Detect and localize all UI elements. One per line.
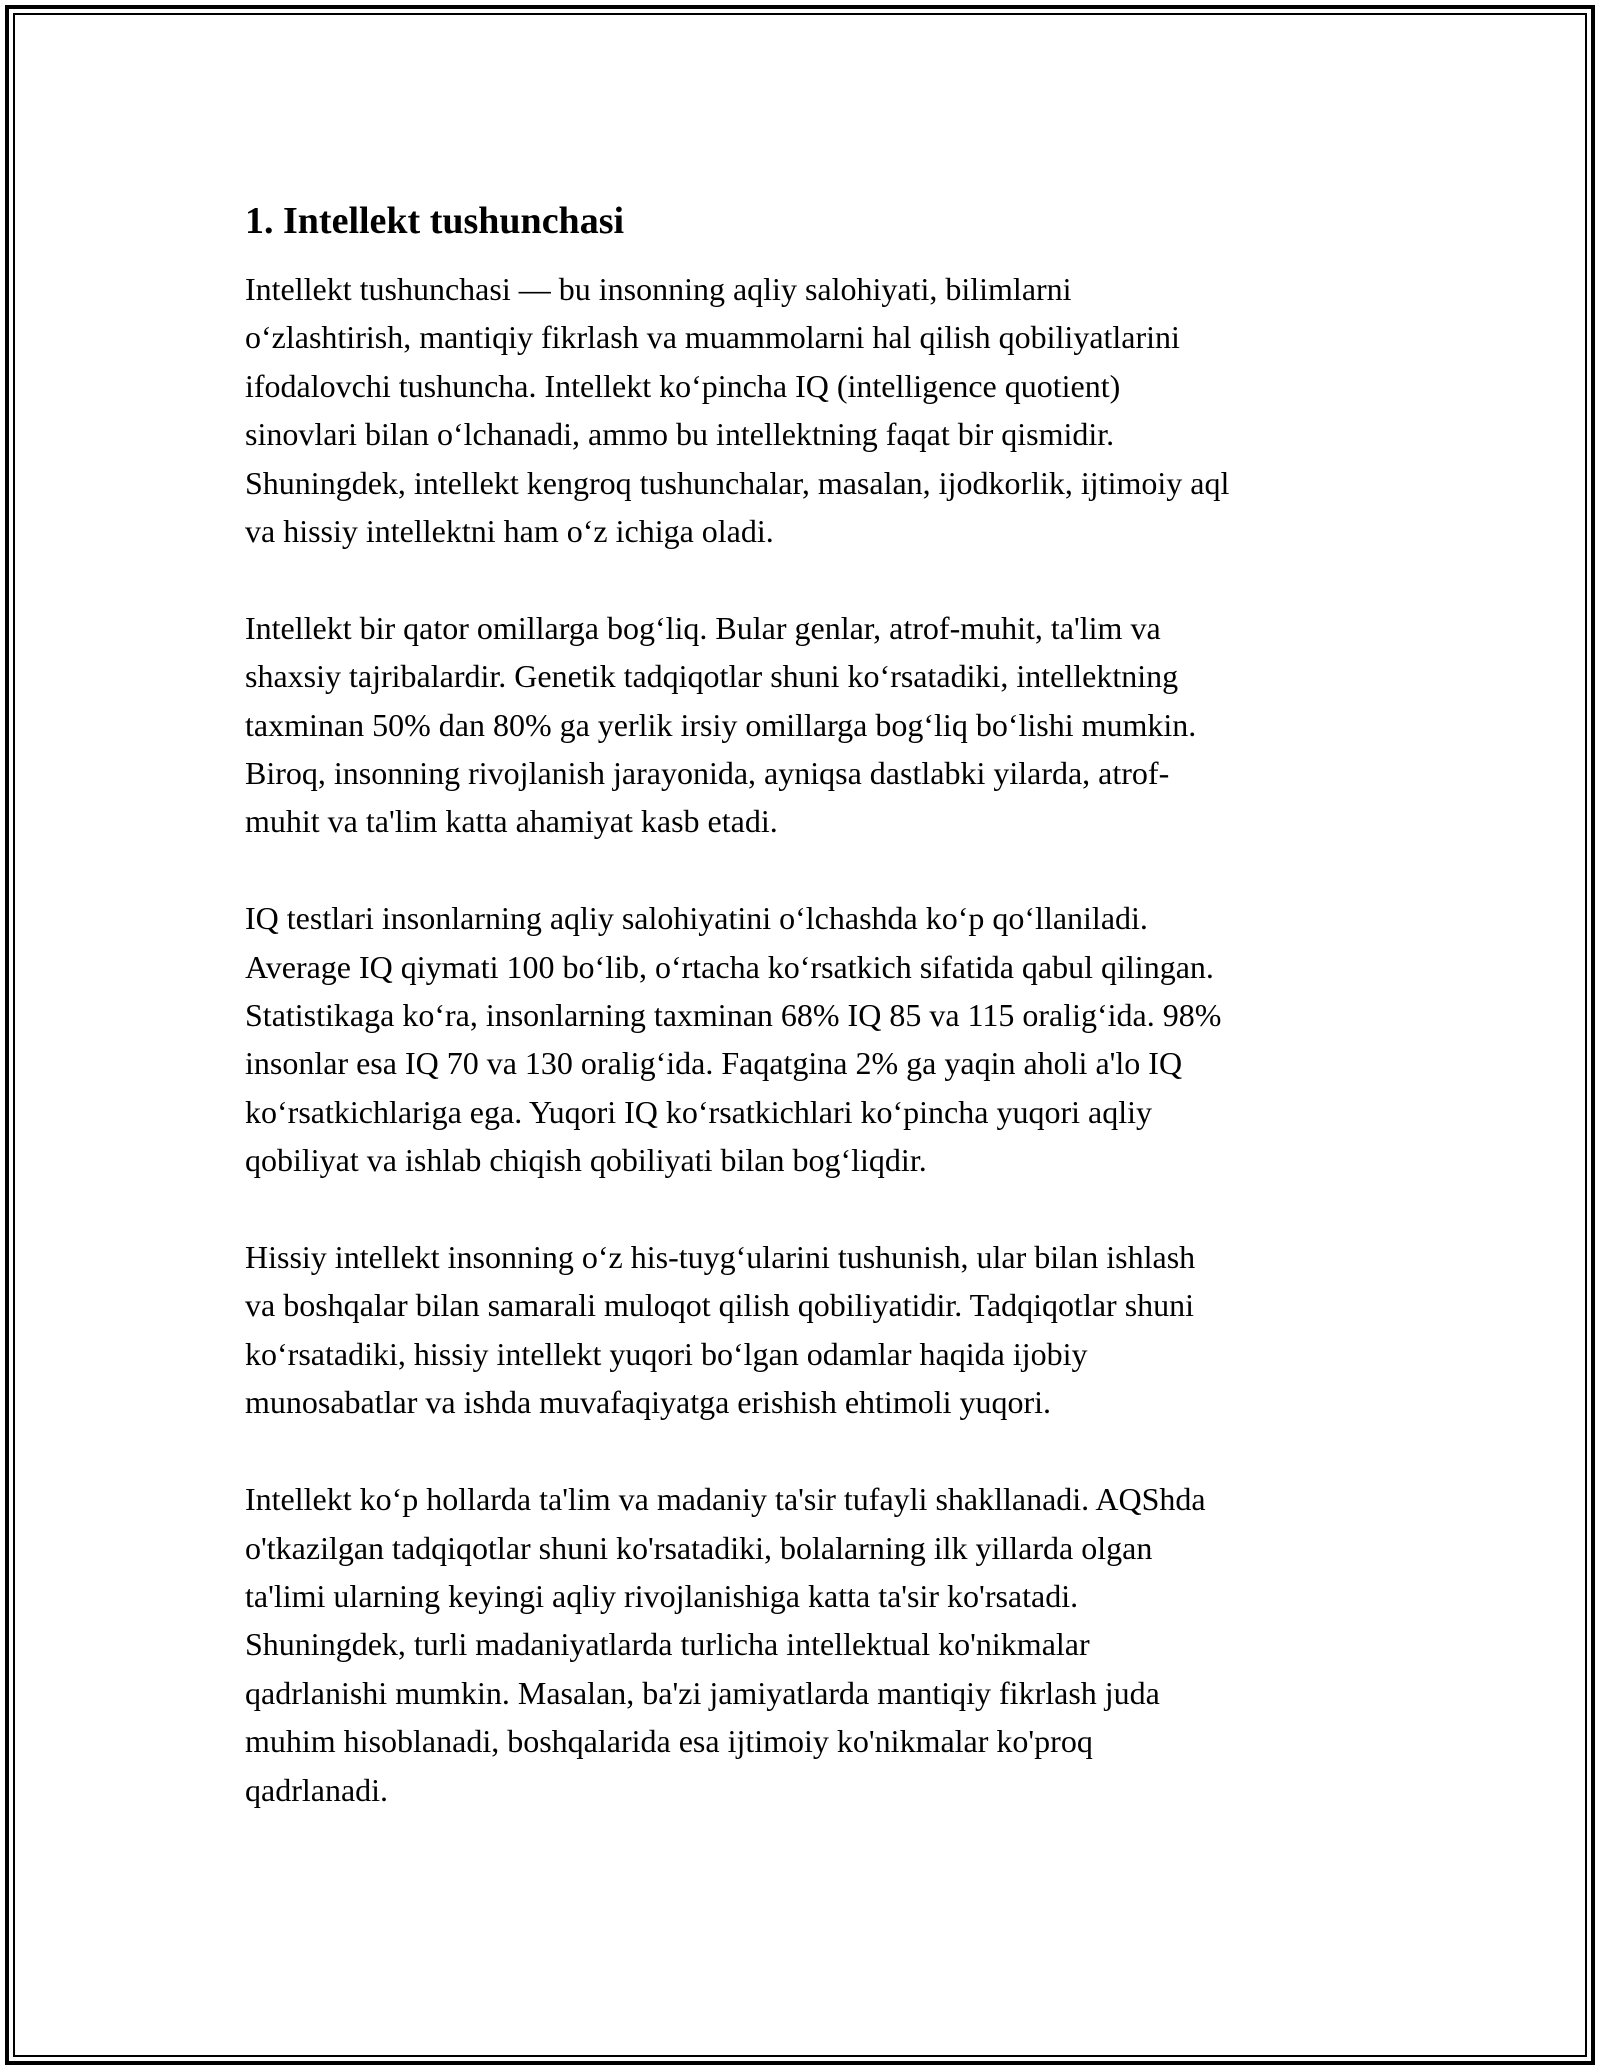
paragraph-line: Intellekt tushunchasi — bu insonning aqliy salohiyati, bilimlarni [245,271,1072,307]
body-paragraph [245,894,1385,1184]
paragraph-line: shaxsiy tajribalardir. Genetik tadqiqotlar shuni ko‘rsatadiki, intellektning [245,658,1179,695]
paragraph-line: munosabatlar va ishda muvafaqiyatga erishish ehtimoli yuqori. [245,1384,1052,1421]
paragraph-line: Hissiy intellekt insonning o‘z his-tuyg‘ularini tushunish, ular bilan ishlash [245,1239,1196,1276]
body-paragraph [245,265,1385,555]
paragraph-line: Average IQ qiymati 100 bo‘lib, o‘rtacha ko‘rsatkich sifatida qabul qilingan. [245,948,1214,985]
paragraph-line: Shuningdek, intellekt kengroq tushunchalar, masalan, ijodkorlik, ijtimoiy aql [245,464,1230,501]
document-content [245,197,1385,1862]
body-paragraph [245,604,1385,846]
paragraph-line: IQ testlari insonlarning aqliy salohiyatini o‘lchashda ko‘p qo‘llaniladi. [245,900,1148,937]
paragraph-line: Biroq, insonning rivojlanish jarayonida, ayniqsa dastlabki yilarda, atrof- [245,755,1170,792]
page-frame [5,5,1595,2065]
paragraph-line: Intellekt ko‘p hollarda ta'lim va madaniy ta'sir tufayli shakllanadi. AQShda [245,1481,1206,1518]
paragraph-line: Statistikaga ko‘ra, insonlarning taxminan 68% IQ 85 va 115 oralig‘ida. 98% [245,997,1222,1034]
paragraph-line: sinovlari bilan o‘lchanadi, ammo bu intellektning faqat bir qismidir. [245,416,1115,453]
paragraph-line: qobiliyat va ishlab chiqish qobiliyati bilan bog‘liqdir. [245,1142,927,1179]
section-heading: 1. Intellekt tushunchasi [245,200,625,242]
paragraph-line: muhim hisoblanadi, boshqalarida esa ijtimoiy ko'nikmalar ko'proq [245,1723,1093,1760]
paragraph-line: Intellekt bir qator omillarga bog‘liq. Bular genlar, atrof-muhit, ta'lim va [245,609,1161,646]
paragraph-line: o'tkazilgan tadqiqotlar shuni ko'rsatadiki, bolalarning ilk yillarda olgan [245,1529,1153,1566]
paragraph-line: o‘zlashtirish, mantiqiy fikrlash va muammolarni hal qilish qobiliyatlarini [245,319,1180,356]
paragraph-line: ko‘rsatkichlariga ega. Yuqori IQ ko‘rsatkichlari ko‘pincha yuqori aqliy [245,1093,1152,1130]
paragraph-line: Shuningdek, turli madaniyatlarda turlicha intellektual ko'nikmalar [245,1626,1090,1663]
paragraph-line: qadrlanishi mumkin. Masalan, ba'zi jamiyatlarda mantiqiy fikrlash juda [245,1674,1160,1711]
paragraph-line: va hissiy intellektni ham o‘z ichiga oladi. [245,513,774,550]
paragraph-line: insonlar esa IQ 70 va 130 oralig‘ida. Faqatgina 2% ga yaqin aholi a'lo IQ [245,1045,1183,1082]
paragraph-line: ifodalovchi tushuncha. Intellekt ko‘pincha IQ (intelligence quotient) [245,367,1121,404]
paragraph-line: va boshqalar bilan samarali muloqot qilish qobiliyatidir. Tadqiqotlar shuni [245,1287,1195,1324]
paragraph-line: qadrlanadi. [245,1771,389,1808]
body-paragraph [245,1233,1385,1427]
paragraph-line: ta'limi ularning keyingi aqliy rivojlanishiga katta ta'sir ko'rsatadi. [245,1577,1079,1614]
paragraph-line: ko‘rsatadiki, hissiy intellekt yuqori bo‘lgan odamlar haqida ijobiy [245,1335,1088,1372]
paragraph-line: muhit va ta'lim katta ahamiyat kasb etadi. [245,803,778,840]
body-paragraph [245,1475,1385,1814]
paragraph-line: taxminan 50% dan 80% ga yerlik irsiy omillarga bog‘liq bo‘lishi mumkin. [245,706,1197,743]
paragraph-list [245,265,1385,1814]
